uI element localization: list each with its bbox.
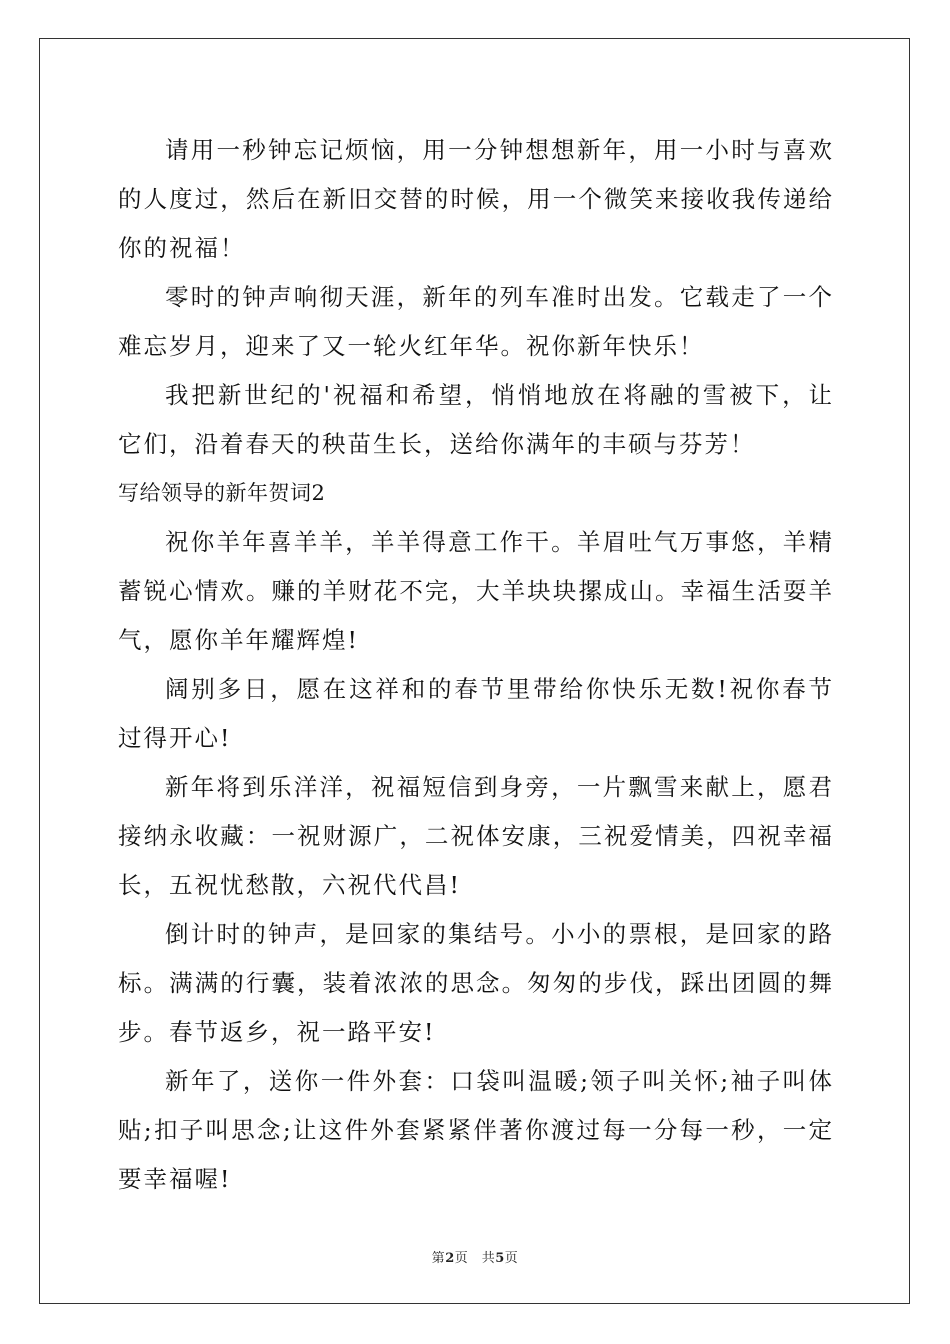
section-heading: 写给领导的新年贺词2 <box>118 481 326 505</box>
paragraph: 零时的钟声响彻天涯，新年的列车准时出发。它载走了一个难忘岁月，迎来了又一轮火红年华。祝你新年快乐！ <box>118 283 834 360</box>
paragraph: 新年了，送你一件外套：口袋叫温暖;领子叫关怀;袖子叫体贴;扣子叫思念;让这件外套紧紧伴著你渡过每一分每一秒，一定要幸福喔! <box>118 1067 834 1193</box>
total-pages-number: 5 <box>495 1251 505 1266</box>
page-footer <box>0 1247 950 1266</box>
paragraph: 祝你羊年喜羊羊，羊羊得意工作干。羊眉吐气万事悠，羊精蓄锐心情欢。赚的羊财花不完，大羊块块摞成山。幸福生活耍羊气，愿你羊年耀辉煌! <box>118 528 834 654</box>
footer-prefix: 第 <box>431 1251 446 1266</box>
paragraph: 我把新世纪的'祝福和希望，悄悄地放在将融的雪被下，让它们，沿着春天的秧苗生长，送给你满年的丰硕与芬芳！ <box>118 381 834 458</box>
footer-suffix: 页 <box>504 1251 519 1266</box>
paragraph: 阔别多日，愿在这祥和的春节里带给你快乐无数!祝你春节过得开心! <box>118 675 834 752</box>
paragraph: 倒计时的钟声，是回家的集结号。小小的票根，是回家的路标。满满的行囊，装着浓浓的思念。匆匆的步伐，踩出团圆的舞步。春节返乡，祝一路平安! <box>118 920 834 1046</box>
footer-middle: 页 共 <box>454 1251 496 1266</box>
paragraph: 请用一秒钟忘记烦恼，用一分钟想想新年，用一小时与喜欢的人度过，然后在新旧交替的时候，用一个微笑来接收我传递给你的祝福！ <box>118 136 834 262</box>
current-page-number: 2 <box>445 1251 455 1266</box>
document-body <box>118 126 834 1204</box>
paragraph: 新年将到乐洋洋，祝福短信到身旁，一片飘雪来献上，愿君接纳永收藏：一祝财源广，二祝体安康，三祝爱情美，四祝幸福长，五祝忧愁散，六祝代代昌! <box>118 773 834 899</box>
